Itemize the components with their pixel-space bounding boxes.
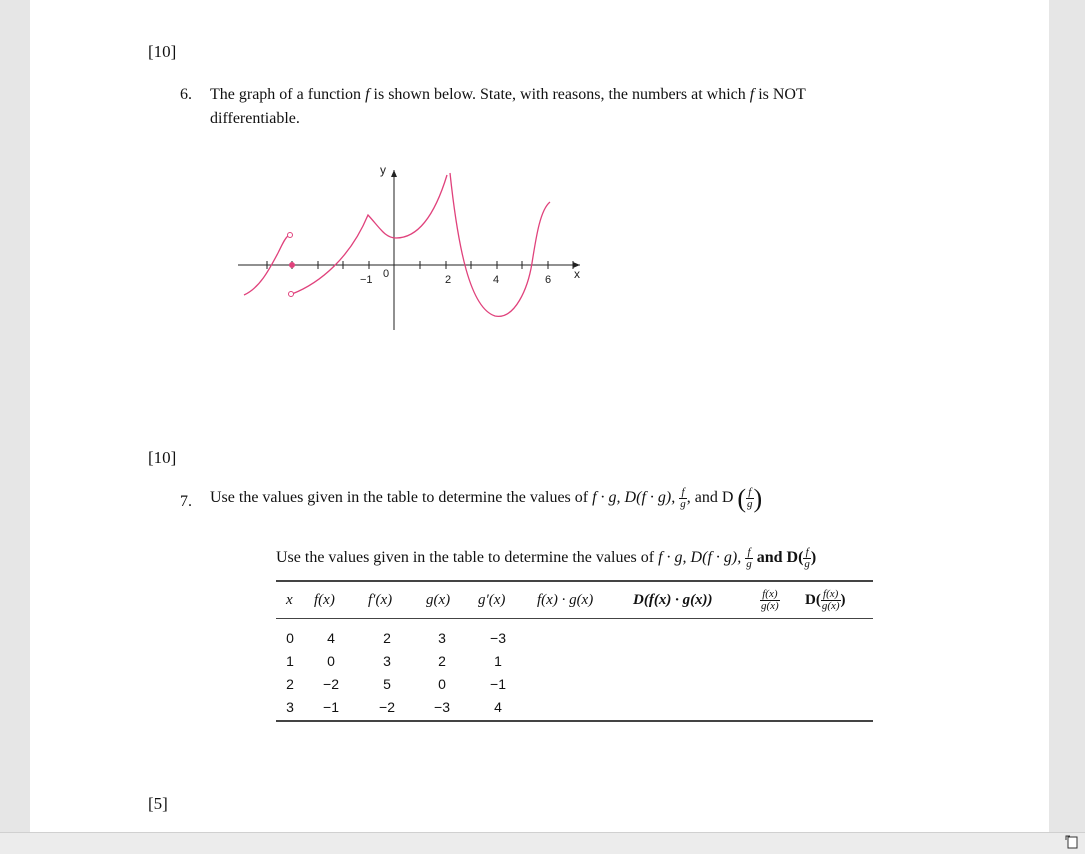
- origin-label: 0: [383, 268, 390, 280]
- cell-x: 2: [286, 675, 294, 692]
- header-gx: g(x): [426, 592, 451, 608]
- cell-f: −2: [323, 675, 339, 692]
- cell-x: 3: [286, 698, 294, 715]
- header-x: x: [286, 592, 293, 608]
- q6-text-part3: is NOT: [758, 86, 806, 103]
- table-row: [276, 672, 528, 695]
- table-title-frac2-den: g: [804, 558, 810, 570]
- q7-text: [210, 483, 763, 513]
- values-table: [276, 626, 528, 718]
- open-circle-bottom: [289, 292, 294, 297]
- table-row: [276, 626, 528, 649]
- q8-marks: [5]: [148, 794, 168, 813]
- header-product: f(x) · g(x): [537, 592, 594, 608]
- table-top-rule: [276, 580, 873, 582]
- table-title-text: Use the values given in the table to determine the values of: [276, 549, 655, 567]
- y-axis-arrow: [391, 170, 397, 177]
- cell-gp: −3: [490, 629, 506, 646]
- header-derivative-quotient: [805, 589, 846, 612]
- header-gpx: g′(x): [478, 592, 506, 608]
- cell-fp: 2: [383, 629, 391, 646]
- cell-gp: −1: [490, 675, 506, 692]
- header-quotient: [760, 589, 780, 612]
- cell-fp: 5: [383, 675, 391, 692]
- tick-label-6: 6: [545, 274, 552, 286]
- header-quotient-den: g(x): [761, 600, 779, 612]
- cell-fp: −2: [379, 698, 395, 715]
- tick-label-4: 4: [493, 274, 500, 286]
- filled-point: [290, 263, 295, 268]
- document-icon[interactable]: [1065, 835, 1079, 849]
- header-fpx: f′(x): [368, 592, 393, 608]
- table-title-expr: f · g, D(f · g),: [658, 549, 742, 567]
- q7-paren-close: ): [753, 483, 763, 513]
- cell-gp: 1: [494, 652, 502, 669]
- table-title-close: ): [810, 549, 817, 567]
- header-derivative-product: D(f(x) · g(x)): [633, 592, 713, 608]
- q7-frac2: [746, 487, 754, 510]
- status-bar: [0, 832, 1085, 854]
- q6-var-f: f: [365, 86, 370, 103]
- header-dquot-suffix: ): [840, 591, 846, 608]
- header-dquot-frac: [821, 589, 841, 612]
- cell-f: −1: [323, 698, 339, 715]
- header-quotient-frac: [760, 589, 780, 612]
- q7-and-text: , and D: [686, 489, 734, 506]
- q7-frac-num: f: [679, 487, 687, 499]
- q6-text-line2: differentiable.: [210, 110, 300, 127]
- table-title-frac: [745, 547, 753, 570]
- cell-f: 4: [327, 629, 335, 646]
- x-axis-label: x: [574, 267, 580, 281]
- cell-g: 0: [438, 675, 446, 692]
- table-title: [276, 547, 816, 570]
- cell-x: 0: [286, 629, 294, 646]
- q6-marks: [10]: [148, 42, 177, 61]
- table-title-frac2: [803, 547, 811, 570]
- tick-label-2: 2: [445, 274, 452, 286]
- header-quotient-num: f(x): [760, 589, 780, 601]
- q7-frac2-num: f: [746, 487, 754, 499]
- cell-g: −3: [434, 698, 450, 715]
- q7-expr1: f · g, D(f · g),: [592, 489, 676, 506]
- q6-text-line1: [210, 83, 806, 106]
- q7-number: 7.: [180, 493, 192, 510]
- header-dquot-num: f(x): [821, 589, 841, 601]
- document-page: [30, 0, 1049, 832]
- tick-label-neg1: −1: [360, 274, 373, 286]
- q7-paren-open: (: [737, 483, 747, 513]
- q7-marks: [10]: [148, 448, 177, 467]
- cell-f: 0: [327, 652, 335, 669]
- cell-g: 2: [438, 652, 446, 669]
- y-axis-label: y: [380, 163, 386, 177]
- q6-var-f-2: f: [749, 86, 755, 103]
- cell-g: 3: [438, 629, 446, 646]
- cell-fp: 3: [383, 652, 391, 669]
- table-title-and: and D(: [756, 549, 804, 567]
- q7-frac-f-over-g: [679, 487, 687, 510]
- q6-text-part2: is shown below. State, with reasons, the numbers at which: [373, 86, 746, 103]
- q6-text-part1: The graph of a function: [210, 86, 362, 103]
- table-row: [276, 649, 528, 672]
- table-title-frac-num: f: [745, 547, 753, 559]
- table-title-frac2-num: f: [803, 547, 811, 559]
- cell-gp: 4: [494, 698, 502, 715]
- header-dquot-prefix: D(: [805, 591, 821, 608]
- table-bottom-rule: [276, 720, 873, 722]
- q7-frac2-den: g: [747, 497, 753, 510]
- header-dquot-den: g(x): [821, 600, 840, 612]
- table-title-frac-den: g: [746, 558, 752, 570]
- function-graph: [230, 158, 600, 338]
- open-circle-top: [288, 233, 293, 238]
- q7-text-main: Use the values given in the table to determine the values of: [210, 489, 589, 506]
- table-header-rule: [276, 618, 873, 619]
- q6-number: 6.: [180, 86, 192, 103]
- q7-frac-den: g: [680, 497, 686, 510]
- table-row: [276, 695, 528, 718]
- header-fx: f(x): [314, 592, 335, 608]
- cell-x: 1: [286, 652, 294, 669]
